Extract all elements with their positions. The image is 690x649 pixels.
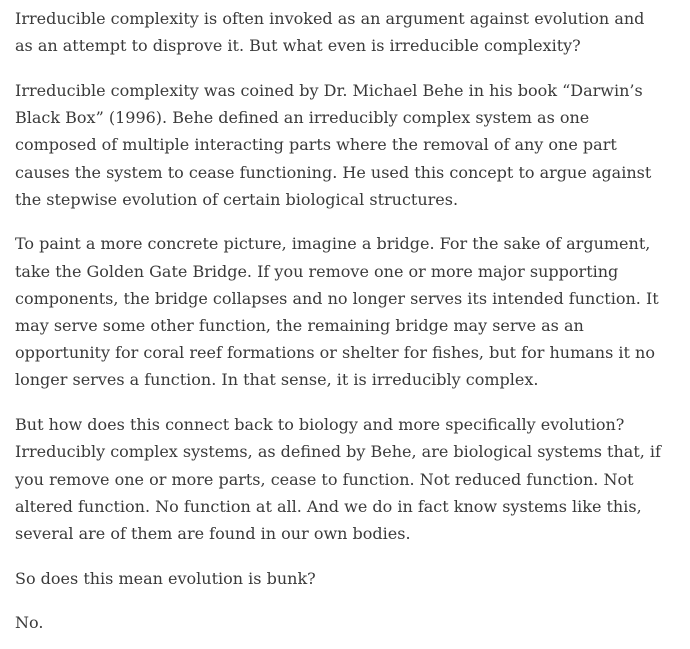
paragraph-question: So does this mean evolution is bunk? bbox=[15, 568, 316, 588]
paragraph-intro: Irreducible complexity is often invoked as an argument against evolution and as an attempt to disprove it. But what even is irreducible complexity? bbox=[15, 9, 645, 56]
paragraph-bridge-analogy: To paint a more concrete picture, imagine a bridge. For the sake of argument, take the Golden Gate Bridge. If you remove one or more major supporting components, the bridge collapses and no longer serves its intended function. It may serve some other function, the remaining bridge may serve as an opportunity for coral reef formations or shelter for fishes, but for humans it no longer serves a function. In that sense, it is irreducibly complex. bbox=[15, 234, 659, 390]
paragraph-definition: Irreducible complexity was coined by Dr. Michael Behe in his book “Darwin’s Black Box” (1996). Behe defined an irreducibly complex system as one composed of multiple interacting parts where the removal of any one part causes the system to cease functioning. He used this concept to argue against the stepwise evolution of certain biological structures. bbox=[15, 80, 652, 209]
paragraph-answer: No. bbox=[15, 613, 44, 633]
paragraph-biology-connection: But how does this connect back to biology and more specifically evolution? Irreducibly complex systems, as defined by Behe, are biological systems that, if you remove one or more parts, cease to function. Not reduced function. Not altered function. No function at all. And we do in fact know systems like this, several are of them are found in our own bodies. bbox=[15, 415, 661, 543]
